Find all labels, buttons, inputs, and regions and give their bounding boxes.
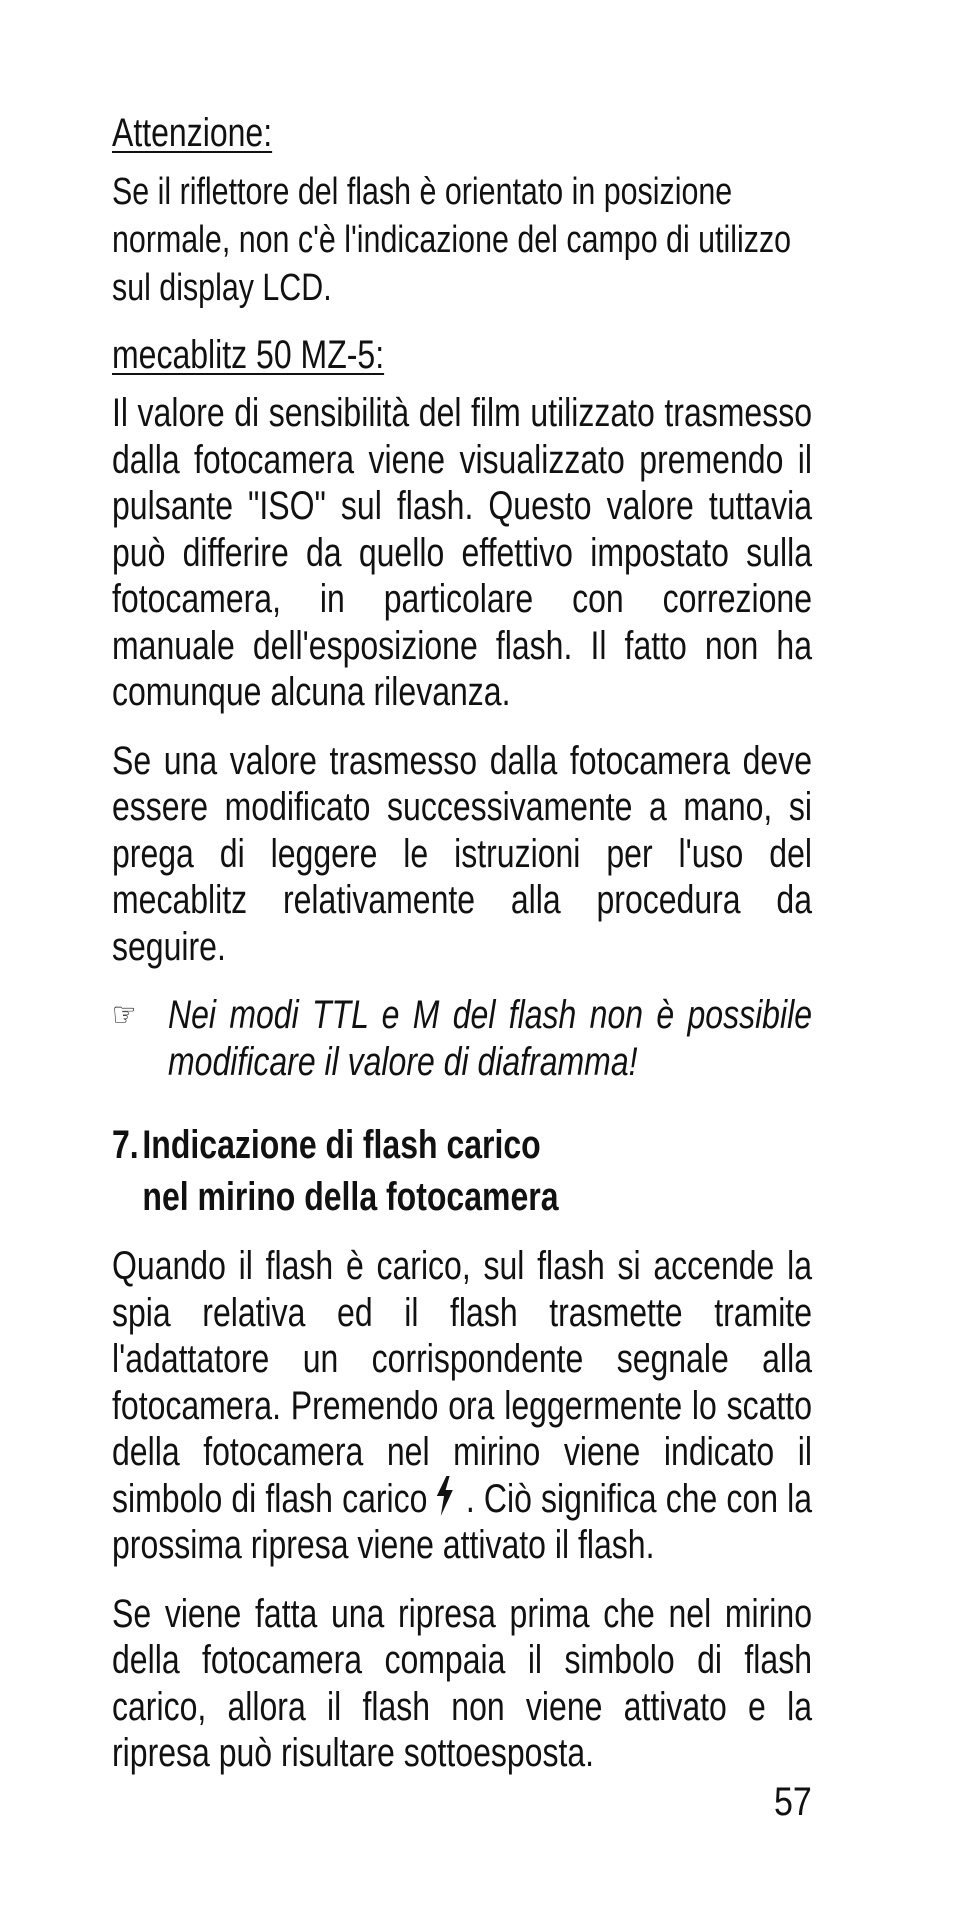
tip-text: Nei modi TTL e M del flash non è possibile modificare il valore di diaframma!	[168, 993, 812, 1084]
tip-note	[112, 992, 812, 1085]
section-title	[142, 1119, 558, 1223]
page-content	[112, 110, 812, 1777]
model-label: mecablitz 50 MZ-5:	[112, 333, 385, 377]
section-number: 7.	[112, 1123, 139, 1167]
page-number: 57	[774, 1780, 812, 1824]
flash-ready-text-end: . Ciò significa che con la prossima ripresa viene attivato il flash.	[112, 1476, 812, 1567]
pointing-hand-icon: ☞	[112, 996, 137, 1034]
attention-label: Attenzione:	[112, 111, 273, 155]
flash-ready-paragraph	[112, 1243, 812, 1569]
attention-note: Se il riflettore del flash è orientato in posizione normale, non c'è l'indicazione del campo di utilizzo sul display LCD.	[112, 171, 792, 309]
lightning-bolt-icon	[434, 1476, 456, 1516]
section-title-line2: nel mirino della fotocamera	[142, 1175, 559, 1219]
section-heading	[112, 1119, 812, 1223]
flash-ready-text: Quando il flash è carico, sul flash si accende la spia relativa ed il flash trasmette tramite l'adattatore un corrispondente segnale alla fotocamera. Premendo ora leggermente lo scatto della fotocamera nel mirino viene indicato il simbolo di flash carico	[112, 1244, 812, 1521]
underexposure-paragraph: Se viene fatta una ripresa prima che nel mirino della fotocamera compaia il simbolo di flash carico, allora il flash non viene attivato e la ripresa può risultare sottoesposta.	[112, 1591, 812, 1775]
manual-page	[112, 110, 812, 1799]
section-title-line1: Indicazione di flash carico	[142, 1123, 541, 1167]
iso-paragraph: Il valore di sensibilità del film utilizzato trasmesso dalla fotocamera viene visualizzato premendo il pulsante "ISO" sul flash. Questo valore tuttavia può differire da quello effettivo impostato sulla fotocamera, in particolare con correzione manuale dell'esposizione flash. Il fatto non ha comunque alcuna rilevanza.	[112, 391, 812, 714]
manual-change-paragraph: Se una valore trasmesso dalla fotocamera deve essere modificato successivamente a mano, si prega di leggere le istruzioni per l'uso del mecablitz relativamente alla procedura da seguire.	[112, 738, 812, 969]
